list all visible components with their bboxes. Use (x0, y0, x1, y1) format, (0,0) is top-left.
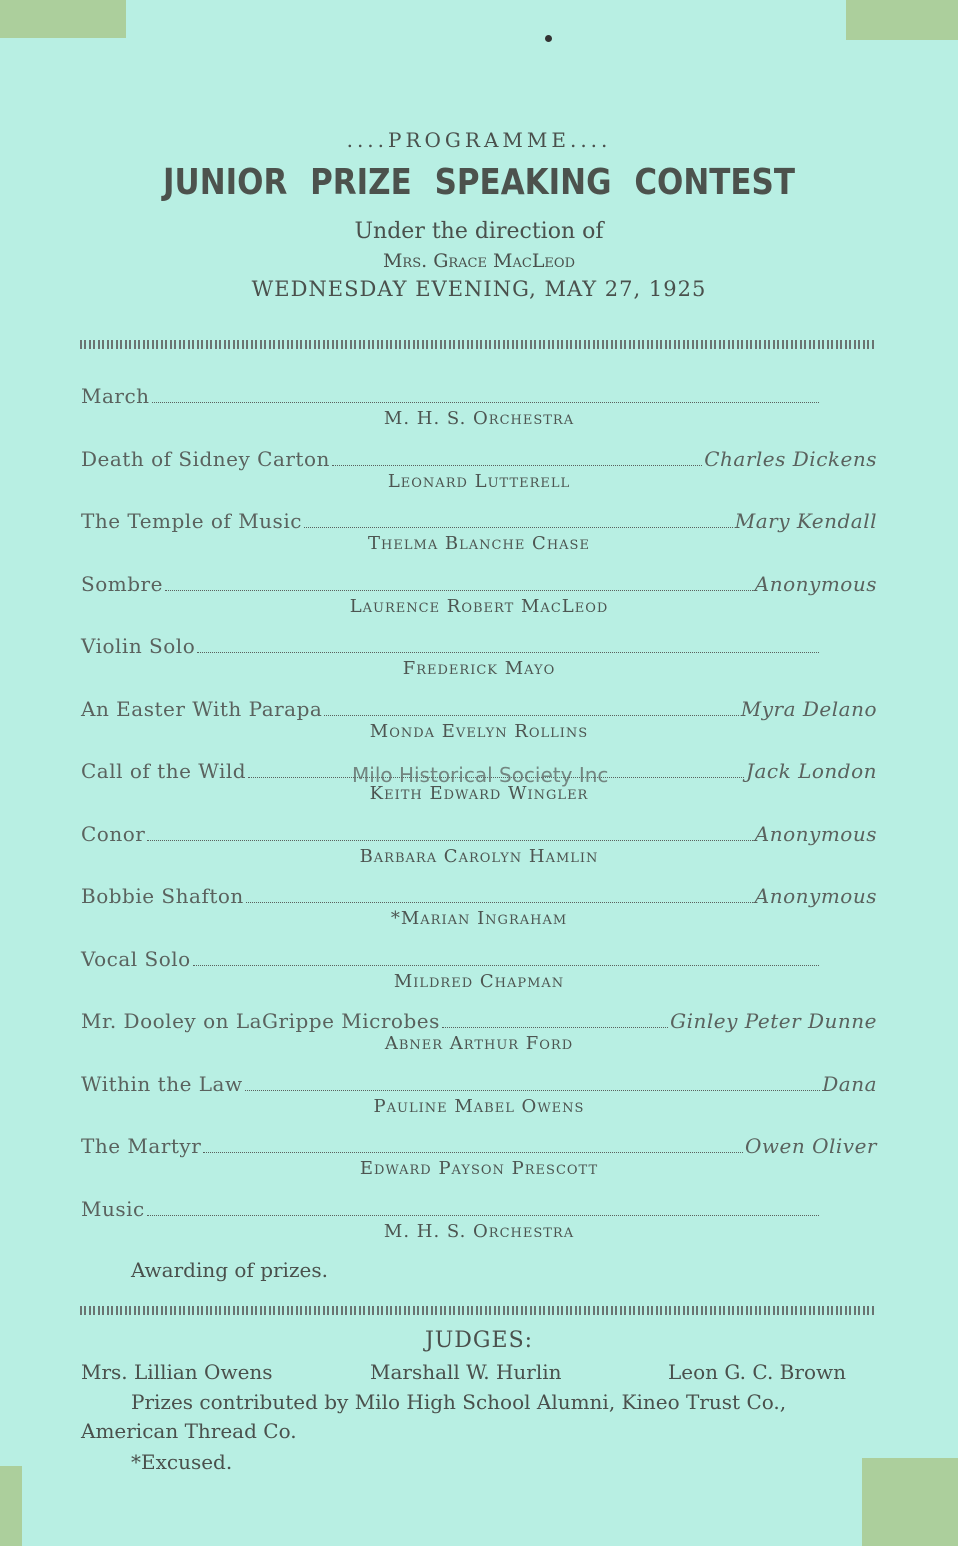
item-performer: Laurence Robert MacLeod (349, 595, 609, 617)
item-author: Myra Delano (740, 696, 877, 721)
item-author: Charles Dickens (704, 446, 877, 471)
programme-item (81, 1009, 877, 1035)
tape-bottom-left (0, 1466, 22, 1546)
item-title: Call of the Wild (81, 759, 247, 783)
programme-item (81, 1072, 877, 1098)
item-performer: Keith Edward Wingler (369, 783, 589, 804)
item-author: Owen Oliver (745, 1134, 877, 1158)
item-performer: Mildred Chapman (393, 970, 565, 992)
item-performer: Thelma Blanche Chase (368, 533, 590, 554)
punch-hole (545, 35, 552, 42)
item-title: An Easter With Parapa (81, 696, 323, 721)
item-title: The Martyr (81, 1134, 202, 1158)
item-performer: Leonard Lutterell (387, 470, 571, 492)
item-performer: Barbara Carolyn Hamlin (359, 845, 599, 867)
contest-title: JUNIOR PRIZE SPEAKING CONTEST (163, 162, 795, 203)
judge-3: Leon G. C. Brown (668, 1360, 846, 1384)
programme-item (81, 1197, 877, 1223)
item-title: Sombre (81, 571, 163, 596)
leader-dots (193, 949, 819, 966)
programme-item (81, 447, 877, 473)
item-author: Ginley Peter Dunne (670, 1009, 877, 1033)
programme-item (81, 634, 877, 660)
awarding-line: Awarding of prizes. (131, 1258, 328, 1282)
leader-dots (246, 886, 753, 903)
item-title: Bobbie Shafton (81, 884, 244, 908)
judge-2: Marshall W. Hurlin (370, 1360, 562, 1384)
item-author: Dana (822, 1071, 877, 1096)
director-name: Mrs. Grace MacLeod (382, 250, 576, 272)
item-title: March (81, 384, 150, 408)
item-title: Conor (81, 821, 146, 846)
leader-dots (324, 699, 738, 716)
item-title: Vocal Solo (81, 946, 191, 971)
judges-heading: JUDGES: (424, 1328, 534, 1353)
item-performer: Edward Payson Prescott (359, 1158, 599, 1179)
programme-item (81, 822, 877, 848)
item-title: The Temple of Music (81, 509, 302, 533)
top-divider (80, 340, 876, 349)
item-performer: Pauline Mabel Owens (373, 1095, 585, 1117)
item-performer: Monda Evelyn Rollins (369, 720, 589, 742)
prizes-note: Prizes contributed by Milo High School Alumni, Kineo Trust Co., American Thread Co. (81, 1390, 787, 1443)
leader-dots (165, 574, 753, 591)
programme-item (81, 509, 877, 535)
leader-dots (332, 449, 702, 466)
item-title: Within the Law (81, 1071, 243, 1096)
event-date: WEDNESDAY EVENING, MAY 27, 1925 (251, 277, 707, 301)
leader-dots (442, 1011, 668, 1028)
leader-dots (304, 511, 733, 528)
programme-heading: ....PROGRAMME.... (346, 128, 612, 152)
programme-item (81, 572, 877, 598)
item-title: Violin Solo (81, 634, 196, 658)
watermark: Milo Historical Society Inc (352, 763, 609, 787)
tape-top-left (0, 0, 126, 38)
direction-line: Under the direction of (354, 219, 604, 244)
bottom-divider (80, 1306, 876, 1315)
leader-dots (147, 1199, 819, 1216)
leader-dots (245, 1074, 821, 1091)
item-title: Mr. Dooley on LaGrippe Microbes (81, 1009, 440, 1033)
item-performer: M. H. S. Orchestra (383, 1220, 575, 1242)
item-author: Anonymous (754, 571, 877, 596)
leader-dots (203, 1136, 743, 1153)
leader-dots (197, 636, 819, 653)
tape-bottom-right (862, 1458, 958, 1546)
tape-top-right (846, 0, 958, 40)
item-author: Anonymous (754, 821, 877, 846)
programme-item (81, 697, 877, 723)
leader-dots (147, 824, 752, 841)
item-title: Death of Sidney Carton (81, 446, 330, 471)
item-performer: *Marian Ingraham (390, 908, 568, 929)
programme-item (81, 1134, 877, 1160)
item-performer: Abner Arthur Ford (384, 1033, 574, 1054)
programme-item (81, 947, 877, 973)
item-author: Jack London (745, 759, 877, 783)
item-performer: Frederick Mayo (402, 658, 556, 679)
item-author: Mary Kendall (734, 509, 877, 533)
programme-item (81, 384, 877, 410)
leader-dots (152, 386, 819, 403)
programme-item (81, 884, 877, 910)
excused-note: *Excused. (131, 1450, 233, 1474)
item-title: Music (81, 1196, 145, 1221)
item-performer: M. H. S. Orchestra (383, 408, 575, 429)
item-author: Anonymous (754, 884, 877, 908)
judge-1: Mrs. Lillian Owens (81, 1360, 273, 1384)
